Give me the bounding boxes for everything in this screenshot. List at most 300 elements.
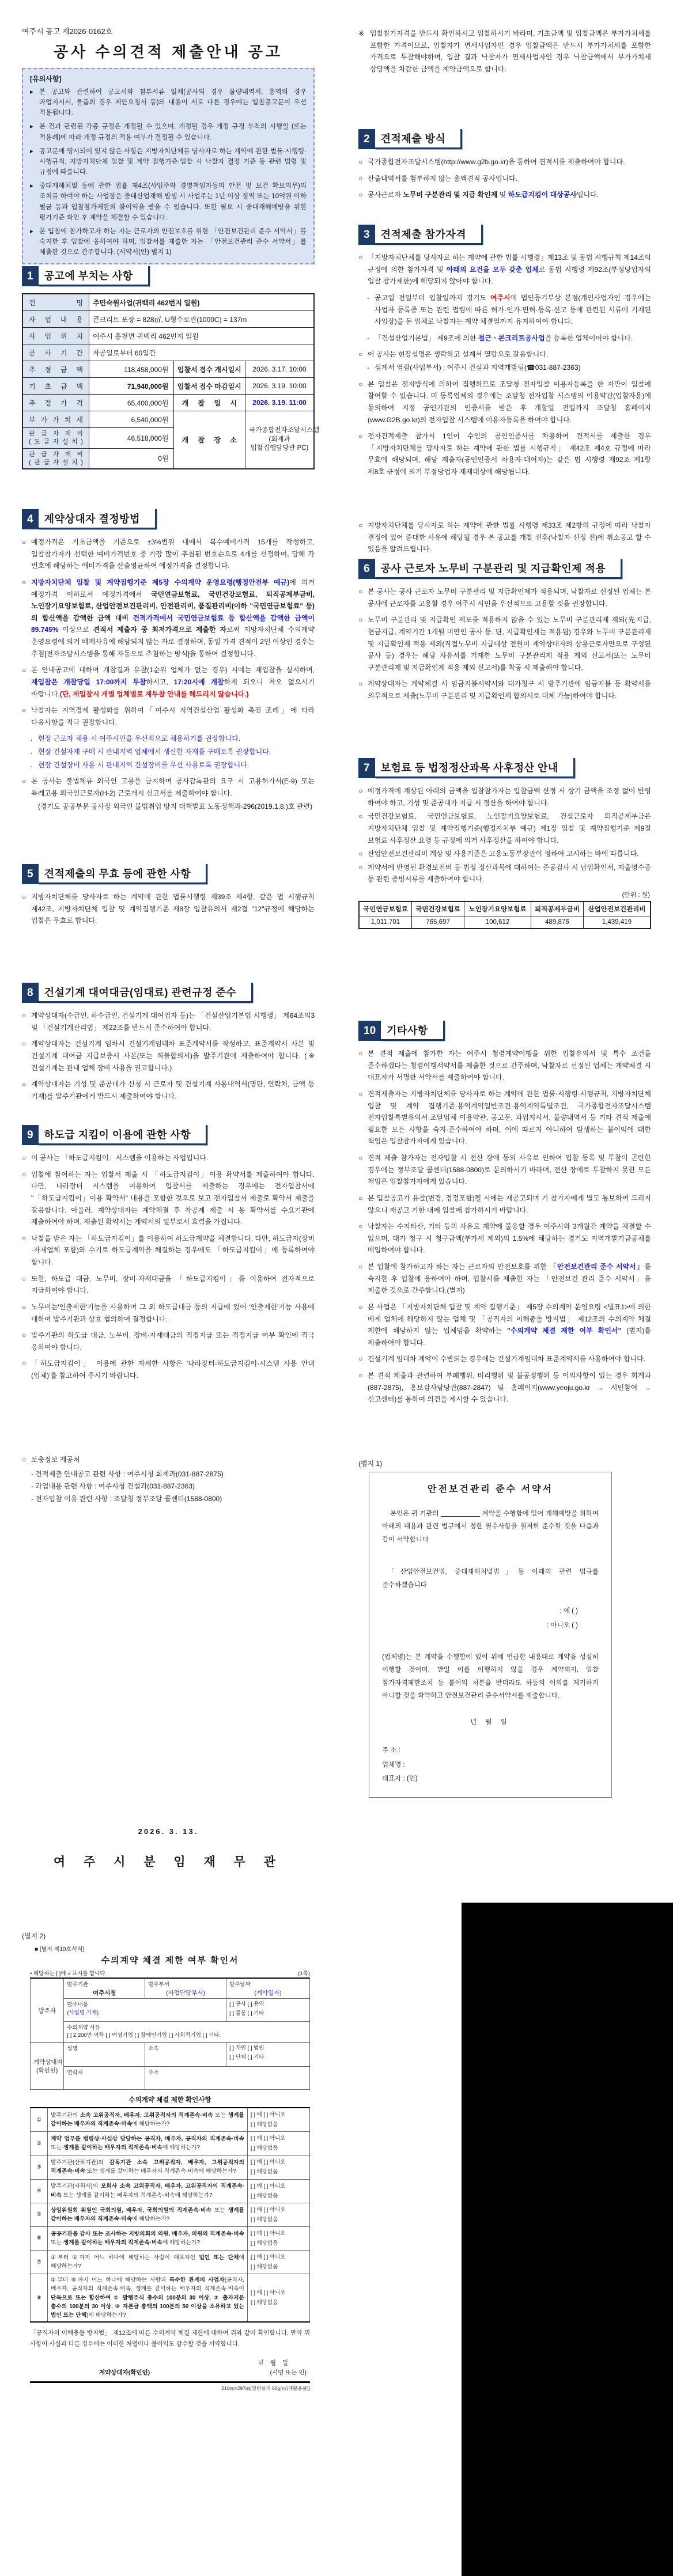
- caution-box: [22, 68, 315, 264]
- text-segment: 아래의 요건을 모두 갖춘 업체: [446, 265, 539, 274]
- bullet-mark: ▸: [30, 123, 33, 131]
- section-number: 1: [22, 266, 39, 286]
- text-segment: 감독기관 소속 고위공직자, 배우자, 고위공직자의 직계존속·비속: [51, 2160, 245, 2175]
- text-segment: 생계를 같이하는 배우자의 직계존속·비속: [51, 2112, 245, 2128]
- item-answer: [248, 2203, 310, 2226]
- section-4-header: [22, 509, 315, 529]
- text-segment: 상임위원회 위원인 국회의원, 배우자, 국회의원의 직계존속·비속: [51, 2207, 211, 2214]
- annex1-title: 안전보건관리 준수 서약서: [428, 1484, 553, 1494]
- list-item: [30, 226, 307, 257]
- table-label: 추 정 금 액: [22, 361, 89, 378]
- text-segment: 현장 건설장비 사용 시 관내지역 건설장비를 우선 사용토록 권장합니다.: [38, 760, 249, 769]
- list-item: [22, 536, 315, 572]
- text-segment: 여주시: [490, 293, 511, 302]
- list-item-text: [368, 1088, 651, 1147]
- table-value: 콘크리트 포장 = 828㎡, U형수로관(1000C) = 137m: [89, 311, 314, 328]
- list-item-text: [38, 733, 315, 745]
- bullet-mark: ○: [358, 191, 363, 199]
- text-segment: 단독으로 또는 합산하여 ① 발행주식 총수의 100분의 30 이상, ② 출자지분 총수의 100분의 30 이상, ③ 자본금 총액의 100분의 50 이상을 소유하고 있는 법인 또는 단체: [51, 2294, 244, 2319]
- bullet-mark: -: [367, 334, 369, 342]
- section-5: [22, 864, 315, 931]
- date-value: 2026. 3.19. 10:00: [245, 378, 314, 395]
- list-item: [22, 1301, 315, 1325]
- text-segment: 낙찰자는 지역경제 활성화를 위하여「여주시 지역건설산업 활성화 촉진 조례」에 따라 다음사항을 적극 권장합니다.: [31, 706, 315, 726]
- list-item: [22, 759, 315, 771]
- section-title: 보험료 등 법정정산과목 사후정산 안내: [375, 758, 575, 778]
- list-item: [22, 1329, 315, 1353]
- text-segment: ①부터 ⑥까지 어느 하나에 해당하는 사람과: [51, 2277, 169, 2284]
- cell-label: 소속: [148, 2045, 159, 2052]
- annex2-label: (별지 2): [22, 1932, 46, 1940]
- checkbox-line: [ ] 개인 [ ] 법인: [229, 2045, 264, 2051]
- insurance-header: 산업안전보건관리비: [583, 901, 651, 916]
- item-question: [48, 2132, 248, 2155]
- list-item: [22, 891, 315, 927]
- text-segment: 본 안내공고에 대하여 개찰결과 유찰(1순위 업체가 없는 경우) 시에는 재입찰을 실시하며,: [31, 666, 315, 675]
- bullet-mark: ○: [22, 1154, 27, 1162]
- text-segment: 본 사업은 「지방자치단체 입찰 및 계약 집행기준」 제5장 수의계약 운영요령 <별표1>에 의한 배제 업체에 해당하지 않는 업체 및 「공직자의 이해충돌 방지법」 제12조의 수의계약 체결 제한에 해당하지 않는 업체임을 확약하는: [368, 1302, 651, 1335]
- table-label: 사 업 내 용: [22, 311, 89, 328]
- item-answer: [248, 2155, 310, 2179]
- table-label: [22, 448, 89, 469]
- table-label: 기 초 금 액: [22, 378, 89, 395]
- text-segment: 계약상대자는 기성 및 준공대가 신청 시 근로자 및 건설기계 사용내역서(명단, 연락처, 금액 등 기재)를 발주기관에게 반드시 제출하여야 합니다.: [31, 1080, 315, 1100]
- text-segment: 이상으로: [58, 626, 93, 634]
- cell-label: 주소: [148, 2070, 159, 2076]
- section-title: 공사 근로자 노무비 구분관리 및 지급확인제 적용: [375, 559, 623, 579]
- section-title: 견적제출의 무효 등에 관한 사항: [39, 864, 208, 884]
- amount-value: 71,940,000원: [89, 378, 173, 395]
- annex2-end-rule: [30, 2381, 310, 2383]
- section-8: [22, 983, 315, 1107]
- list-item-text: [31, 1010, 315, 1033]
- annex2-note-right: (1쪽): [298, 1971, 310, 1977]
- supp-contact-line: - 전자입찰 이용 관련 사항 : 조달청 정부조달 콜센터(1588-0800): [31, 1494, 222, 1503]
- bullet-mark: ○: [358, 616, 363, 624]
- section-10: [358, 1021, 651, 1410]
- table-label: [22, 428, 89, 449]
- text-segment: 본 입찰에 참가하고자 하는 자는 근로자의 안전보호를 위한 「안전보건관리 준수 서약서」를 숙지한 후 입찰에 응하여야 하며, 입찰서를 제출한 자는 「안전보건관리 준수 서약서」를 제출한 것으로 간주합니다. (서약서(안) 별지 1): [39, 228, 307, 256]
- bullet-mark: ○: [22, 538, 27, 546]
- list-item: [22, 704, 315, 728]
- text-segment: 국가종합전자조달시스템(http://www.g2b.go.kr)을 통하여 견적서를 제출하여야 합니다.: [368, 158, 625, 166]
- list-item: [358, 332, 651, 344]
- annex2-seal-note: (서명 또는 인): [270, 2369, 307, 2376]
- table-label: 개 찰 장 소: [173, 411, 245, 469]
- text-segment: 노무비는'인출제한'기능을 사용하며 그 외 하도급대금 등의 지급에 있어 '인출제한'기능 사용에 대하여 발주기관과 상호 협의하여 결정합니다.: [31, 1302, 315, 1323]
- list-item-text: [368, 520, 651, 555]
- label-line1: 관 급 자 재 비: [29, 430, 83, 437]
- answer-line: [ ] 예 [ ] 아니오: [251, 2112, 286, 2118]
- text-segment: 이 공사는 현장설명은 생략하고 설계서 열람으로 갈음합니다.: [368, 350, 549, 359]
- list-item-text: [368, 614, 651, 673]
- bullet-mark: ○: [358, 1372, 363, 1380]
- item-number: ①: [31, 2108, 48, 2132]
- list-item: [358, 1048, 651, 1084]
- text-segment: 발주기관(자회사)의: [51, 2183, 101, 2190]
- text-segment: 이 공사는 「하도급지킴이」시스템을 이용하는 사업입니다.: [31, 1154, 209, 1162]
- annex1-paragraph: 「산업안전보건법, 중대재해처벌법」등 아래의 관련 법규를 준수하겠습니다: [382, 1569, 599, 1589]
- text-segment: 또는: [211, 2207, 228, 2214]
- text-segment: 로써 지방자치단체 수의계약 운영요령에 의거 배제사유에 해당되지 않는 자로 결정하며, 동일 가격 견적이 2인 이상인 경우는 추첨[전자조달시스템을 통해 자동으로 추첨하는 방식]을 통하여 결정합니다.: [31, 626, 315, 658]
- annex2-body: [30, 1944, 310, 2392]
- list-item-text: [368, 1261, 651, 1297]
- text-segment: 또는 생계를 같이하는 배우자의 직계존속·비속에 해당하는가?: [61, 2192, 213, 2199]
- section-number: 6: [358, 559, 375, 579]
- text-segment: 계약상대자는 건설기계 임차시 건설기계임대차 표준계약서를 작성하고, 표준계약서 사본 및 건설기계 대여금 지급보증서 사본(또는 직불합의서)을 발주기관에 제출하여야 합니다. (※ 건설기계는 관내 업체 장비 사용을 권고합니다.): [31, 1040, 315, 1072]
- text-segment: ①부터 ⑥까지 어느 하나에 해당하는 사람이 대표자인: [51, 2255, 199, 2261]
- annex1-ceo: 대표자 : (인): [382, 1775, 418, 1782]
- item-number: ③: [31, 2155, 48, 2179]
- annex2-form-number: ■ [별지 제10호서식]: [35, 1946, 85, 1953]
- list-item-text: [368, 1353, 651, 1365]
- list-item: [22, 1010, 315, 1033]
- annex1-box: [369, 1472, 612, 1798]
- item-question: [48, 2179, 248, 2203]
- text-segment: 견적가격에서 국민연금보험료 등 합산액을 감액한 금액이 89.745%: [31, 613, 315, 634]
- bullet-mark: ○: [358, 680, 363, 688]
- list-item: [358, 189, 651, 201]
- label-line2: ( 도 급 자 설 치 ): [29, 438, 83, 446]
- annex2-signer: 계약상대자(확인인): [99, 2369, 150, 2376]
- answer-line: [ ] 예 [ ] 아니오: [251, 2183, 286, 2189]
- section-3-header: [358, 225, 651, 245]
- bullet-mark: ○: [358, 158, 363, 166]
- form-cell: [145, 1978, 226, 1999]
- text-segment: (경기도 공공부문 공사장 외국인 불법취업 방지 대책발표 노동정책과-296(2019.1.8.)호 관련): [38, 802, 313, 810]
- section-number: 2: [358, 129, 375, 149]
- list-item: [358, 678, 651, 702]
- list-item: [30, 146, 307, 177]
- section-1: [22, 266, 320, 469]
- bullet-mark: ○: [22, 1234, 27, 1242]
- section-title: 하도급 지킴이 이용에 관한 사항: [39, 1125, 208, 1145]
- text-segment: 본 공사는 불법체류 외국인 고용을 금지하며 공사감독관의 요구 시 고용허가서(E-9) 또는 특례고용 외국인근로자(H-2) 근로개시 신고서를 제출하여야 합니다.: [31, 777, 315, 797]
- text-segment: 「하도급지킴이」 이용에 관한 자세한 사항은 '나라장터-하도급지킴이-시스템 사용 안내(업체)'를 참고하여 주시기 바랍니다.: [31, 1359, 315, 1380]
- form-cell: [64, 2043, 145, 2067]
- text-segment: 노무비 구분관리 및 지급확인 제도를 적용하지 않을 수 있는 노무비 구분관리제 제외(先지급, 현금지급, 계약기간 1개월 미만인 공사 등. 단, 지급확인제는 적용됨) 경우와 노무비 구분관리제 및 지급확인제 적용 제외(직접노무비 지급대상 전원이 계약상대자의 상용근로자만으로 구성된 공사 등) 경우는 해당 사유서를 기재한 노무비 구분관리제 적용 제외 신고서(또는 노무비 구분관리제 및 지급확인제 적용 제외 신고서)를 착공 시 제출해야 합니다.: [368, 616, 651, 672]
- section-number: 10: [358, 1021, 381, 1041]
- text-segment: 예정가격은 기초금액을 기준으로 ±3%범위 내에서 복수예비가격 15개를 작성하고, 입찰참가자가 선택한 예비가격번호 중 가장 많이 추첨된 번호순으로 4개를 선정하여, 당해 각 번호에 해당하는 예비가격을 산술평균하여 예정가격을 결정합니다.: [31, 538, 315, 570]
- list-item: [358, 362, 651, 374]
- bullet-mark: ○: [358, 1263, 363, 1271]
- bullet-mark: ▸: [30, 228, 33, 235]
- text-segment: 본 입찰에 참가하고자 하는 자는 근로자의 안전보호를 위한: [368, 1263, 550, 1271]
- section-number: 7: [358, 758, 375, 778]
- list-item-text: [38, 746, 315, 758]
- answer-line: [ ] 해당없음: [251, 2240, 278, 2247]
- notice-number: 여주시 공고 제2026-0162호: [22, 27, 113, 36]
- cell-label: 발주내용: [67, 2002, 89, 2008]
- text-segment: 재입찰은 개찰당일 17:00까지 투찰: [31, 677, 146, 686]
- document-title: 공사 수의견적 제출안내 공고: [53, 43, 283, 60]
- bullet-mark: ○: [358, 432, 363, 441]
- answer-line: [ ] 해당없음: [251, 2122, 278, 2128]
- text-segment: 공고일 전일부터 입찰일까지 경기도: [375, 293, 490, 302]
- text-segment: (별지)를 제출하여야 합니다.: [368, 1327, 651, 1347]
- group-line2: (확인인): [36, 2067, 58, 2074]
- list-item-text: [31, 1152, 315, 1164]
- list-item-text: [31, 1358, 315, 1381]
- text-segment: 산업안전보건관리비 계상 및 사용기준은 고용노동부장관이 정하여 고시하는 바에 따릅니다.: [368, 850, 639, 858]
- amount-value: 118,458,000원: [89, 361, 173, 378]
- bullet-mark: ○: [22, 1331, 27, 1340]
- cell-label: 수의계약 사유: [67, 2025, 101, 2031]
- checkbox-line: [ ] 단체 [ ] 기타: [229, 2054, 264, 2061]
- cell-label: 발주날짜: [229, 1982, 251, 1988]
- section-7-header: [358, 758, 651, 778]
- form-cell: [64, 1999, 226, 2022]
- list-item: [358, 1152, 651, 1188]
- amount-value: 65,400,000원: [89, 395, 173, 411]
- bullet-mark: ○: [22, 1359, 27, 1368]
- item-question: [48, 2274, 248, 2322]
- bullet-mark: ○: [22, 1274, 27, 1283]
- insurance-table: [358, 901, 651, 929]
- text-segment: 본인은 귀 기관의: [390, 1510, 441, 1517]
- bullet-mark: ▸: [30, 89, 33, 96]
- insurance-value: 489,876: [531, 916, 583, 929]
- insurance-value: 765,697: [412, 916, 464, 929]
- section-3: [358, 225, 651, 483]
- table-label: 입찰서 접수 마감일시: [173, 378, 245, 395]
- section-number: 8: [22, 983, 39, 1003]
- item-question: [48, 2108, 248, 2132]
- bullet-mark: ○: [358, 1050, 363, 1058]
- text-segment: 입찰에 참여하는 자는 입찰서 제출 시 「하도급지킴이」이용 확약서를 제출하여야 합니다. 다만, 나라장터 시스템을 이용하여 입찰서를 제출하는 경우에는 전자입찰서에 "「하도급지킴이」이용 확약서" 내용을 포함한 것으로 보고 전자입찰서 제출로 확약서 제출을 갈음합니다. 아울러, 계약상대자는 계약체결 후 착공계 제출 시 동 확약서를 수요기관에 제출하여야 하며, 제출된 확약서는 계약서의 일부로서 효력을 가집니다.: [31, 1170, 315, 1226]
- list-item: [30, 87, 307, 118]
- list-item: [358, 1353, 651, 1365]
- answer-line: [ ] 해당없음: [251, 2264, 278, 2271]
- annex2-date-line: 년 월 일: [258, 2359, 290, 2366]
- section-number: 3: [358, 225, 375, 245]
- bullet-mark: ※: [358, 29, 365, 37]
- text-segment: 지방자치단체를 당사자로 하는 계약에 관한 법률시행령 제39조 제4항, 같은 법 시행규칙 제42조, 지방자치단체 입찰 및 계약집행기준 제8장 입찰유의서 제2절 "12"규정에 해당하는 입찰은 무효로 합니다.: [31, 893, 315, 925]
- supplementary-info: [22, 1454, 315, 1505]
- list-item-text: [368, 810, 651, 846]
- insurance-value: 100,612: [464, 916, 531, 929]
- list-item-text: [31, 1301, 315, 1325]
- form-cell: [64, 1978, 145, 1999]
- annex2-title: 수의계약 체결 제한 여부 확인서: [101, 1956, 239, 1965]
- cell-value: (사업명 기재): [67, 2010, 99, 2016]
- list-item-text: [31, 775, 315, 799]
- bullet-mark: ○: [358, 521, 363, 529]
- list-item-text: [368, 1192, 651, 1216]
- text-segment: 「안전보건관리 준수 서약서」: [549, 1263, 645, 1271]
- text-segment: 본 견적 제출과 관련하여 부패행위, 비리행위 및 불공정행위 등 이의사항이 있는 경우 회계과(887-2875), 홍보감사담당관(887-2847) 및 홈페이지(www.yeoju.go.kr → 시민참여 → 신고센터)를 통하여 의견을 제시할 수 있습니다.: [368, 1372, 651, 1404]
- list-item-text: [375, 292, 651, 328]
- caution-label: [유의사항]: [30, 75, 62, 83]
- bullet-mark: ○: [22, 666, 27, 675]
- cell-label: 성명: [67, 2045, 78, 2052]
- answer-line: [ ] 해당없음: [251, 2169, 278, 2176]
- annex2-note-left: • 해당하는 [ ]에 √ 표시를 합니다.: [30, 1971, 107, 1977]
- list-item: [22, 746, 315, 758]
- date-value: 2026. 3.17. 10:00: [245, 361, 314, 378]
- text-segment: (공직자, 배우자, 공직자의 직계존속·비속, 생계를 같이하는 배우자의 직계존속·비속이: [51, 2277, 244, 2293]
- bullet-mark: ○: [358, 1194, 363, 1202]
- list-item: [358, 520, 651, 555]
- text-segment: 견적 제출 참가자는 전자입찰 시 전산 장애 등의 사유로 인하여 입찰 등록 및 투찰이 곤란한 경우에는 정부조달 콜센터(1588-0800)로 문의하시기 바라며, 전산 장애로 투찰하지 못한 모든 책임은 입찰참가자에게 있습니다.: [368, 1154, 651, 1186]
- list-item: [22, 664, 315, 700]
- answer-line: [ ] 해당없음: [251, 2192, 278, 2199]
- text-segment: 설계서 열람(사업부서) : 여주시 건설과 지역개발팀(☎031-887-2363): [375, 363, 581, 372]
- text-segment: 또는: [51, 2240, 63, 2247]
- list-item: [358, 348, 651, 361]
- table-label: 추 정 가 격: [22, 395, 89, 411]
- list-item-text: [39, 146, 307, 177]
- text-segment: 법인 또는 단체: [199, 2255, 239, 2261]
- section-4: [22, 509, 315, 817]
- text-segment: 본 견적 제출에 참가한 자는 여주시 청렴계약이행을 위한 입찰유의서 및 특수 조건을 준수하겠다는 청렴이행서약서를 제출한 것으로 간주하며, 낙찰자로 선정된 업체는 계약체결 시 대표자가 서명한 서약서를 제출하여야 합니다.: [368, 1050, 651, 1082]
- bullet-mark: .: [31, 748, 33, 756]
- list-item: [358, 378, 651, 426]
- section-2: [358, 129, 651, 206]
- list-item: [358, 156, 651, 168]
- form-cell: [226, 2043, 310, 2067]
- list-item-text: [368, 1301, 651, 1349]
- checkbox-line: [ ] 2,200만 이하 [ ] 여성기업 [ ] 장애인기업 [ ] 사회적기업 [ ] 기타:: [67, 2032, 221, 2039]
- label-line2: ( 관 급 자 설 치 ): [29, 459, 83, 466]
- table-value: [245, 411, 320, 469]
- list-item-text: [375, 362, 651, 374]
- list-item: [22, 577, 315, 660]
- section-number: 4: [22, 509, 39, 529]
- text-segment: 국민연금보험료, 국민건강보험료, 퇴직공제부금비, 노인장기요양보험료, 산업안전보건관리비, 안전관리비, 품질관리비(이하 "국민연금보험료" 등)의 합산액을 감액한 금액 대비: [31, 590, 315, 622]
- amount-value: 6,540,000원: [89, 411, 173, 428]
- text-segment: 현장 근로자 채용 시 여주시민을 우선적으로 채용하기를 권장합니다.: [38, 734, 241, 743]
- bullet-mark: ○: [358, 1355, 363, 1363]
- text-segment: 입니다.: [576, 191, 599, 199]
- answer-line: [ ] 해당없음: [251, 2216, 278, 2223]
- annex1-form: [358, 1459, 651, 1798]
- text-segment: 계약을 수행함에 있어 재해예방을 위하여 아래의 내용과 관련 법규에서 정한 필수사항을 철저히 준수할 것을 다음과 같이 서약합니다: [382, 1510, 599, 1543]
- bullet-mark: -: [367, 293, 369, 302]
- text-segment: 에 해당하는가?: [162, 2145, 200, 2151]
- list-item: [358, 614, 651, 673]
- answer-line: [ ] 예 [ ] 아니오: [251, 2290, 286, 2297]
- bullet-mark: [31, 801, 38, 813]
- text-segment: 본 공사는 공사 근로자 노무비 구분관리 및 지급확인제가 적용되며, 낙찰자로 선정된 업체는 본 공사에 근로자를 고용할 경우 여주시 시민을 우선적으로 고용할 것을 권장합니다.: [368, 588, 651, 608]
- section-2-header: [358, 129, 651, 149]
- list-item-text: [39, 181, 307, 223]
- list-item-text: [31, 1273, 315, 1297]
- bid-summary-table: [22, 293, 320, 469]
- text-segment: 에 법인등기부상 본점(개인사업자인 경우에는 사업자 등록증 또는 관련 법령에 따른 허가·인가·면허·등록·신고 등에 관련된 서류에 기재된 사업장)을 둔 업체로 낙찰자는 계약 체결일까지 유지하여야 합니다.: [375, 293, 652, 326]
- text-segment: 건설기계 임대차 계약이 수반되는 경우에는 건설기계임대차 표준계약서를 사용하여야 합니다.: [368, 1355, 646, 1363]
- list-item-text: [368, 678, 651, 702]
- bullet-mark: ○: [358, 812, 363, 821]
- list-item-text: [368, 586, 651, 609]
- item-number: ⑥: [31, 2226, 48, 2250]
- item-number: ⑦: [31, 2251, 48, 2274]
- item-answer: [248, 2108, 310, 2132]
- issuing-authority: 여 주 시 분 임 재 무 관: [53, 1855, 283, 1869]
- text-segment: 에 의거 예정가격 이하로서 예정가격에서: [31, 578, 315, 598]
- text-segment: 「건설산업기본법」 제9조에 의한: [375, 334, 478, 342]
- bullet-mark: ▸: [30, 147, 33, 155]
- text-segment: (단, 재입찰시 개별 업체별로 재투찰 안내를 해드리지 않습니다.): [59, 690, 249, 698]
- text-segment: 하도급지킴이 대상공사: [508, 191, 577, 199]
- list-item: [358, 292, 651, 328]
- list-item: [358, 1301, 651, 1349]
- list-item-text: [368, 1048, 651, 1084]
- bullet-mark: .: [31, 734, 33, 743]
- annex1-label: (별지 1): [358, 1460, 383, 1468]
- text-segment: 또는: [51, 2145, 63, 2151]
- text-segment: )에 해당하는가?: [86, 2312, 126, 2319]
- section-1-header: [22, 266, 315, 286]
- item-answer: [248, 2274, 310, 2322]
- item-question: [48, 2251, 248, 2274]
- bullet-mark: ○: [22, 1080, 27, 1089]
- list-item-text: [31, 704, 315, 728]
- list-item-text: [38, 759, 315, 771]
- text-segment: 본 건과 관련된 각종 규정은 개정될 수 있으며, 개정될 경우 개정 규정 부칙의 시행일 (또는 적용례)에 따라 개정 규정의 적용 여부가 결정될 수 있습니다.: [39, 123, 307, 141]
- text-segment: 특수한 관계의 사업자: [169, 2277, 225, 2284]
- text-segment: 또는: [213, 2112, 228, 2119]
- section-number: 9: [22, 1125, 39, 1145]
- list-item: [358, 173, 651, 185]
- item-number: ⑧: [31, 2274, 48, 2322]
- text-segment: 견적서 제출자 중 최저가격으로 제출한 자: [93, 626, 227, 634]
- section-6: [358, 559, 651, 707]
- list-item-text: [39, 122, 307, 142]
- list-item: [22, 1038, 315, 1074]
- text-segment: "수의계약 체결 제한 여부 확인서": [507, 1327, 622, 1335]
- list-item: [358, 785, 651, 809]
- list-item-text: [368, 189, 651, 201]
- text-segment: 하게 되오니 착오 없으시기 바랍니다.: [31, 677, 315, 698]
- cell-label: 발주부서: [148, 1982, 169, 1988]
- list-item-text: [31, 1078, 315, 1102]
- form-cell: [145, 2043, 226, 2067]
- text-segment: 본 입찰공고가 유찰(변경, 정정포함)될 시에는 재공고되며 기 참가자에게 별도 통보하여 드리지 않으니 재공고 기한 내에 입찰에 참가하시기 바랍니다.: [368, 1194, 651, 1214]
- annex1-paragraph: [382, 1507, 599, 1546]
- bullet-mark: ○: [358, 863, 363, 872]
- bullet-mark: ○: [22, 1170, 27, 1179]
- text-segment: 본 공고와 관련하여 공고서와 첨부서류 일체(공사의 경우 물량내역서, 용역의 경우 과업지시서, 물품의 경우 제안요청서 등)의 내용이 서로 다른 경우에는 입찰공고문이 우선 적용됩니다.: [39, 89, 307, 117]
- text-segment: 계약상대자(수급인, 하수급인, 건설기계 대여업자 등)는 「건설산업기본법 시행령」 제64조의3 및 「건설기계관리법」 제22조를 반드시 준수하여야 합니다.: [31, 1012, 315, 1032]
- text-segment: 전자견적제출 참가시 1인이 수인의 공인인증서를 차용하여 견적서를 제출한 경우 「지방자치단체를 당사자로 하는 계약에 관한 법률 시행규칙」 제42조 제4호 규정에 따라 무효에 해당되며, 해당 제출자(공인인증서 차용자·대여자)는 같은 법 시행령 제92조 제1항 제8호 규정에 의거 부정당업자 제재대상에 해당됩니다.: [368, 432, 651, 476]
- table-label: 입찰서 접수 개시일시: [173, 361, 245, 378]
- bullet-mark: -: [367, 363, 369, 372]
- annex2-confirmation: 「공직자의 이해충돌 방지법」 제12조에 따른 수의계약 체결 제한에 대하여 위와 같이 확인합니다. 만약 위 사항이 사실과 다른 경우에는 어떠한 처벌이나 불이익도 감수할 것을 서약합니다.: [30, 2329, 310, 2347]
- annex2-check-table: [30, 2107, 310, 2323]
- supp-label: 보충정보 제공처: [31, 1456, 80, 1464]
- text-segment: 계약서에 반영된 환경보전비 등 법정 정산과목에 대하여는 준공검사 시 납입확인서, 지출영수증 등 관련 증빙서류를 제출하여야 합니다.: [368, 863, 651, 884]
- text-segment: 노무비 구분관리 및 지급 확인제: [403, 191, 498, 199]
- annex2-header-table: [30, 1978, 310, 2090]
- insurance-header: 국민연금보험료: [359, 901, 412, 916]
- section-number: 5: [22, 864, 39, 884]
- list-item-text: [368, 1221, 651, 1256]
- text-segment: 견적제출자는 지방자치단체를 당사자로 하는 계약에 관한 법률·시행령·시행규칙, 지방자치단체 입찰 및 계약 집행기준·용역계약일반조건·용역계약특별조건, 국가종합전자조달시스템 전자입찰특별유의서·조달업체 이용약관, 공고문, 과업지시서, 물량내역서 등 기타 견적 제출에 필요한 모든 사항을 숙지·준수하여야 하며, 이에 따르지 아니하여 발생하는 불이익에 대한 책임은 입찰참가자에게 있습니다.: [368, 1089, 651, 1146]
- amount-value: 0원: [89, 448, 173, 469]
- section-title: 계약상대자 결정방법: [39, 509, 157, 529]
- list-item-text: [368, 848, 651, 860]
- list-item-text: [368, 378, 651, 426]
- text-segment: 계약상대자는 계약체결 시 임금지불서약서와 대가청구 시 발주기관에 임금지불 등 확약서를 의무적으로 제출(노무비 구분관리 및 지급확인제 합의서로 대체 가능)하여야 합니다.: [368, 680, 651, 700]
- cell-value: 여주시청: [92, 1990, 116, 1997]
- answer-line: [ ] 예 [ ] 아니오: [251, 2206, 286, 2213]
- text-segment: 또는 생계를 같이하는 배우자의 직계존속·비속에 해당하는가?: [85, 2168, 236, 2175]
- item-answer: [248, 2132, 310, 2155]
- venue-line2: (회계과 입찰집행담당관 PC): [250, 435, 309, 452]
- text-segment: 하시고,: [146, 677, 174, 686]
- list-item: [358, 252, 651, 287]
